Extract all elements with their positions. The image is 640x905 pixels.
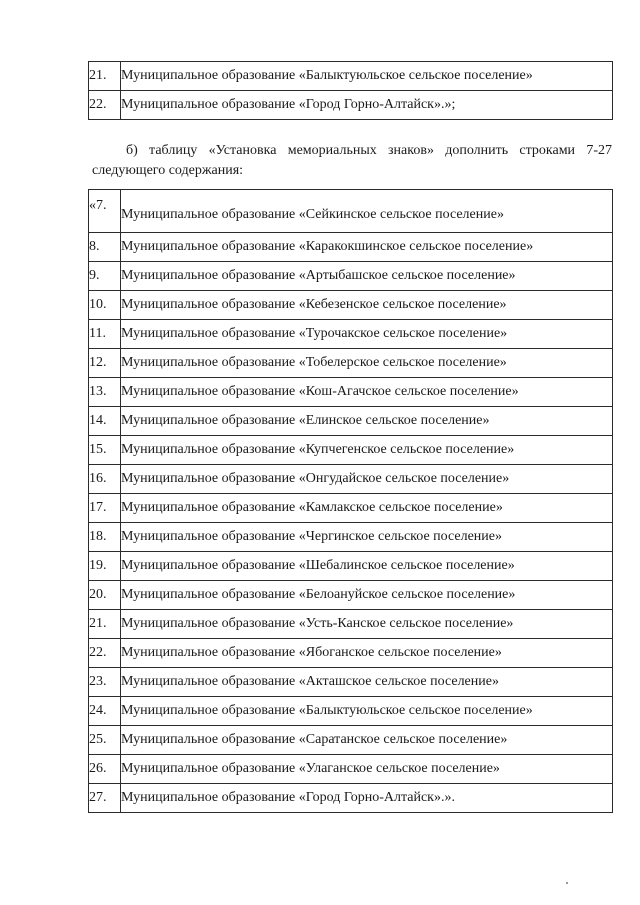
table-row xyxy=(89,581,613,610)
row-text: Муниципальное образование «Елинское сельское поселение» xyxy=(121,407,613,436)
row-text: Муниципальное образование «Усть-Канское сельское поселение» xyxy=(121,610,613,639)
row-text: Муниципальное образование «Белоануйское сельское поселение» xyxy=(121,581,613,610)
paragraph-line: б) таблицу «Установка мемориальных знаков» дополнить строками 7-27 xyxy=(126,143,612,158)
table-row xyxy=(89,62,613,91)
row-text: Муниципальное образование «Город Горно-Алтайск».»; xyxy=(121,91,613,120)
table-row xyxy=(89,755,613,784)
row-text: Муниципальное образование «Ябоганское сельское поселение» xyxy=(121,639,613,668)
row-number: 8. xyxy=(89,233,121,262)
row-number: 14. xyxy=(89,407,121,436)
table-row xyxy=(89,784,613,813)
table-row xyxy=(89,407,613,436)
row-number: 23. xyxy=(89,668,121,697)
table-row xyxy=(89,610,613,639)
row-number: «7. xyxy=(89,190,121,233)
table-row xyxy=(89,349,613,378)
table-row xyxy=(89,233,613,262)
paragraph-line: следующего содержания: xyxy=(92,163,244,178)
row-number: 22. xyxy=(89,639,121,668)
table-row xyxy=(89,291,613,320)
row-number: 26. xyxy=(89,755,121,784)
table-row xyxy=(89,639,613,668)
row-number: 18. xyxy=(89,523,121,552)
row-text: Муниципальное образование «Улаганское сельское поселение» xyxy=(121,755,613,784)
row-number: 21. xyxy=(89,610,121,639)
table-row xyxy=(89,378,613,407)
row-text: Муниципальное образование «Саратанское сельское поселение» xyxy=(121,726,613,755)
row-number: 9. xyxy=(89,262,121,291)
row-number: 10. xyxy=(89,291,121,320)
row-number: 16. xyxy=(89,465,121,494)
row-text: Муниципальное образование «Кебезенское сельское поселение» xyxy=(121,291,613,320)
row-text: Муниципальное образование «Артыбашское сельское поселение» xyxy=(121,262,613,291)
table-row xyxy=(89,465,613,494)
row-number: 12. xyxy=(89,349,121,378)
row-number: 27. xyxy=(89,784,121,813)
row-text: Муниципальное образование «Турочакское сельское поселение» xyxy=(121,320,613,349)
row-text: Муниципальное образование «Сейкинское сельское поселение» xyxy=(121,190,613,233)
table-row xyxy=(89,552,613,581)
table-row xyxy=(89,320,613,349)
table-row xyxy=(89,697,613,726)
row-number: 25. xyxy=(89,726,121,755)
table-row xyxy=(89,190,613,233)
row-text: Муниципальное образование «Тобелерское сельское поселение» xyxy=(121,349,613,378)
row-number: 11. xyxy=(89,320,121,349)
row-number: 20. xyxy=(89,581,121,610)
row-number: 13. xyxy=(89,378,121,407)
row-number: 22. xyxy=(89,91,121,120)
table-row xyxy=(89,523,613,552)
scan-speck xyxy=(566,882,568,884)
row-text: Муниципальное образование «Онгудайское сельское поселение» xyxy=(121,465,613,494)
row-number: 19. xyxy=(89,552,121,581)
row-text: Муниципальное образование «Камлакское сельское поселение» xyxy=(121,494,613,523)
table-row xyxy=(89,262,613,291)
row-number: 24. xyxy=(89,697,121,726)
top-table xyxy=(88,61,613,120)
table-row xyxy=(89,91,613,120)
row-text: Муниципальное образование «Купчегенское сельское поселение» xyxy=(121,436,613,465)
table-row xyxy=(89,668,613,697)
row-text: Муниципальное образование «Кош-Агачское сельское поселение» xyxy=(121,378,613,407)
row-text: Муниципальное образование «Чергинское сельское поселение» xyxy=(121,523,613,552)
paragraph xyxy=(92,141,612,181)
memorial-signs-table xyxy=(88,189,613,813)
row-number: 17. xyxy=(89,494,121,523)
row-text: Муниципальное образование «Город Горно-Алтайск».». xyxy=(121,784,613,813)
row-text: Муниципальное образование «Каракокшинское сельское поселение» xyxy=(121,233,613,262)
row-text: Муниципальное образование «Балыктуюльское сельское поселение» xyxy=(121,62,613,91)
row-number: 15. xyxy=(89,436,121,465)
table-row xyxy=(89,726,613,755)
row-text: Муниципальное образование «Шебалинское сельское поселение» xyxy=(121,552,613,581)
row-number: 21. xyxy=(89,62,121,91)
row-text: Муниципальное образование «Акташское сельское поселение» xyxy=(121,668,613,697)
table-row xyxy=(89,436,613,465)
row-text: Муниципальное образование «Балыктуюльское сельское поселение» xyxy=(121,697,613,726)
table-row xyxy=(89,494,613,523)
